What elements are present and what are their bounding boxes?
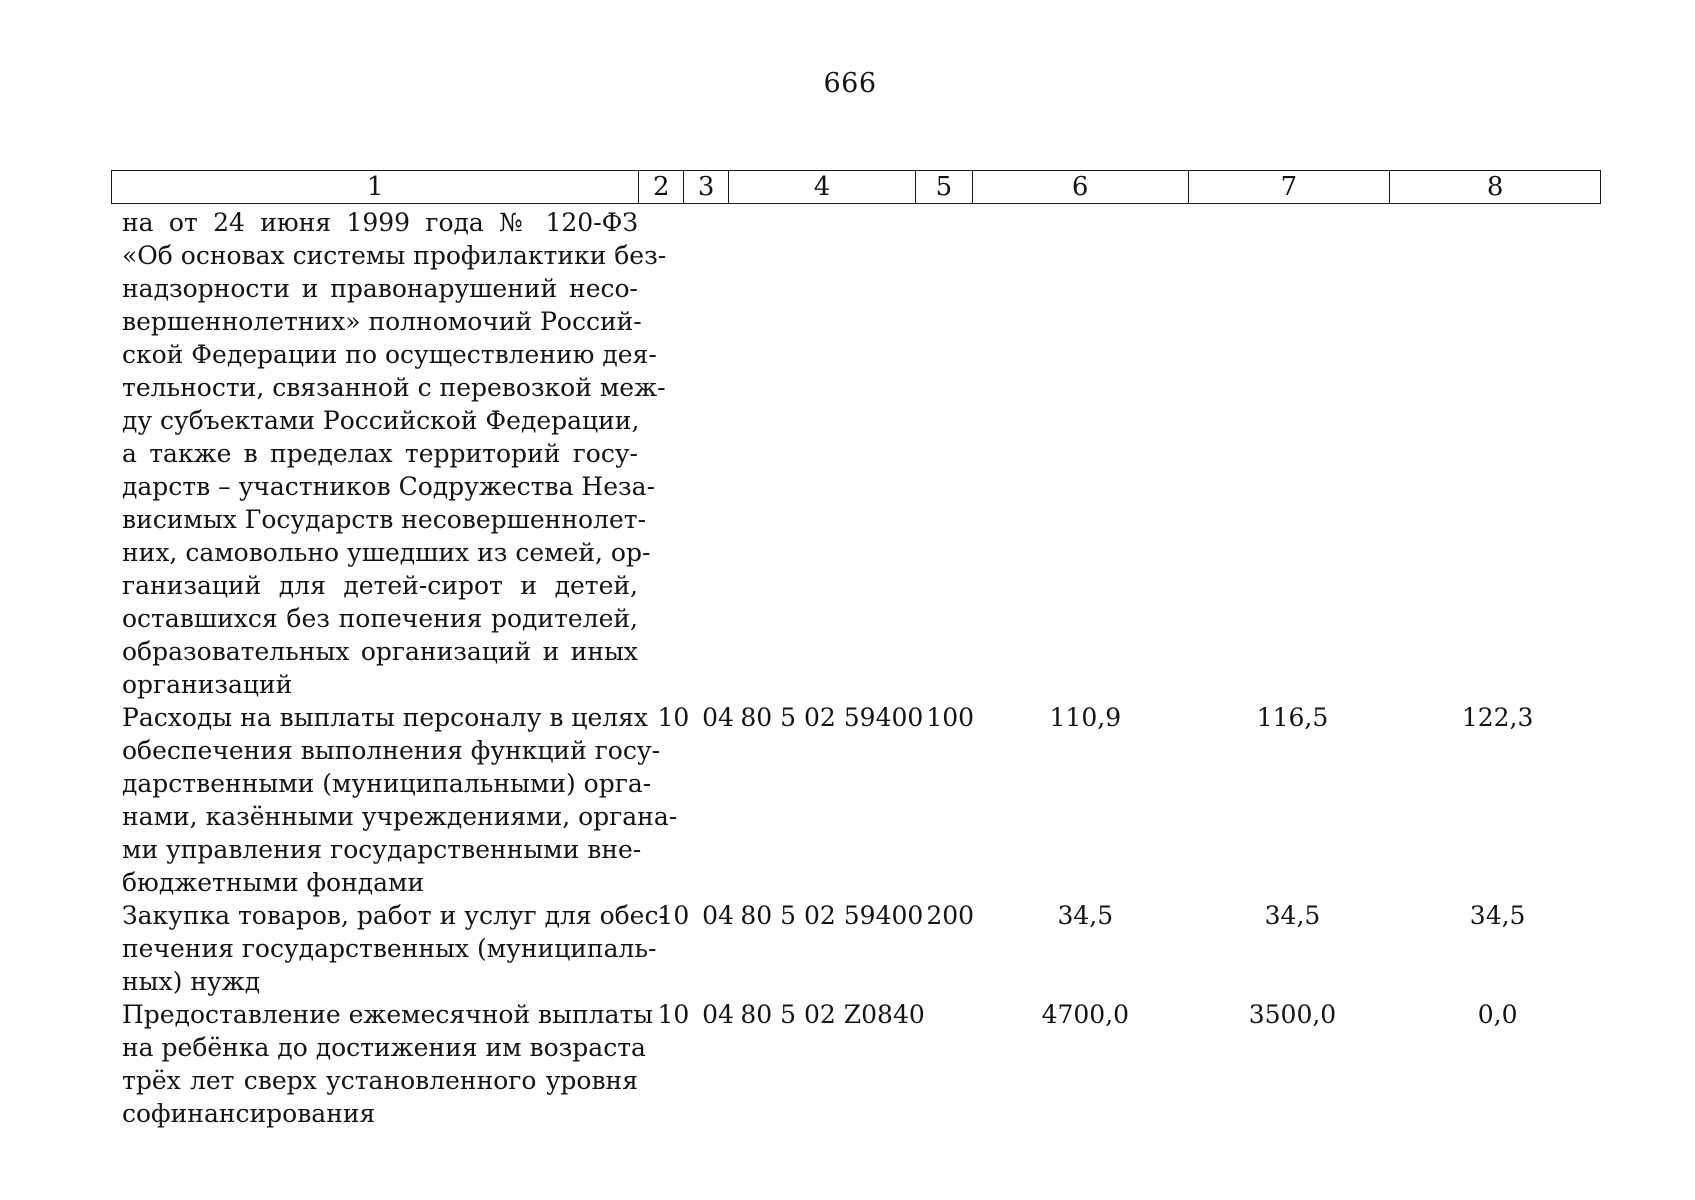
cell-amount-year-3: 122,3	[1461, 703, 1534, 732]
description-line: вершеннолетних» полномочий Россий-	[122, 307, 642, 336]
cell-expense-type: 100	[926, 703, 975, 732]
cell-amount-year-3: 34,5	[1469, 901, 1526, 930]
cell-subsection: 04	[702, 901, 734, 930]
cell-target-article: 80 5 02 59400	[740, 703, 924, 732]
cell-expense-type: 200	[926, 901, 975, 930]
description-line: Закупка товаров, работ и услуг для обес-	[122, 901, 667, 930]
description-line: дарственными (муниципальными) орга-	[122, 769, 652, 798]
column-header-4: 4	[729, 171, 916, 203]
description-line: «Об основах системы профилактики без-	[122, 241, 667, 270]
cell-amount-year-1: 4700,0	[1041, 1000, 1130, 1029]
description-line: организаций	[122, 670, 293, 699]
description-line: ской Федерации по осуществлению дея-	[122, 340, 657, 369]
page-number: 666	[823, 68, 877, 99]
description-line: Расходы на выплаты персоналу в целях	[122, 703, 648, 732]
cell-amount-year-1: 34,5	[1057, 901, 1114, 930]
description-line: на ребёнка до достижения им возраста	[122, 1033, 646, 1062]
cell-section: 10	[657, 1000, 690, 1029]
cell-section: 10	[657, 901, 690, 930]
description-line: обеспечения выполнения функций госу-	[122, 736, 661, 765]
column-header-2: 2	[639, 171, 684, 203]
table-column-header-row	[111, 170, 1601, 204]
column-header-5: 5	[916, 171, 973, 203]
row-description	[111, 899, 667, 998]
description-line: ных) нужд	[122, 967, 261, 996]
description-line: а также в пределах территорий госу-	[122, 439, 638, 468]
cell-target-article: 80 5 02 Z0840	[740, 1000, 925, 1029]
description-line: оставшихся без попечения родителей,	[122, 604, 638, 633]
description-line: образовательных организаций и иных	[122, 637, 638, 666]
description-line: нами, казёнными учреждениями, органа-	[122, 802, 678, 831]
description-line: ду субъектами Российской Федерации,	[122, 406, 640, 435]
cell-amount-year-2: 3500,0	[1248, 1000, 1337, 1029]
column-header-6: 6	[973, 171, 1189, 203]
description-line: висимых Государств несовершеннолет-	[122, 505, 647, 534]
row-description	[111, 998, 654, 1130]
description-line: на от 24 июня 1999 года № 120-ФЗ	[122, 208, 638, 237]
description-line: Предоставление ежемесячной выплаты	[122, 1000, 654, 1029]
description-line: трёх лет сверх установленного уровня	[122, 1066, 638, 1095]
description-line: софинансирования	[122, 1099, 376, 1128]
cell-amount-year-1: 110,9	[1049, 703, 1122, 732]
description-line: ганизаций для детей-сирот и детей,	[122, 571, 638, 600]
column-header-1: 1	[112, 171, 639, 203]
table-row	[111, 701, 1601, 899]
description-line: них, самовольно ушедших из семей, ор-	[122, 538, 651, 567]
description-line: тельности, связанной с перевозкой меж-	[122, 373, 666, 402]
table-row	[111, 206, 1601, 701]
table-row	[111, 998, 1601, 1130]
column-header-8: 8	[1486, 172, 1504, 202]
cell-amount-year-2: 116,5	[1256, 703, 1329, 732]
cell-amount-year-3: 0,0	[1477, 1000, 1518, 1029]
row-description	[111, 206, 667, 701]
cell-target-article: 80 5 02 59400	[740, 901, 924, 930]
cell-amount-year-2: 34,5	[1264, 901, 1321, 930]
description-line: бюджетными фондами	[122, 868, 425, 897]
cell-subsection: 04	[702, 703, 734, 732]
cell-section: 10	[657, 703, 690, 732]
description-line: печения государственных (муниципаль-	[122, 934, 657, 963]
cell-subsection: 04	[702, 1000, 734, 1029]
description-line: надзорности и правонарушений несо-	[122, 274, 638, 303]
description-line: дарств – участников Содружества Неза-	[122, 472, 656, 501]
column-header-3: 3	[684, 171, 729, 203]
table-row	[111, 899, 1601, 998]
column-header-7: 7	[1189, 171, 1391, 203]
description-line: ми управления государственными вне-	[122, 835, 642, 864]
table-body	[111, 206, 1601, 1130]
